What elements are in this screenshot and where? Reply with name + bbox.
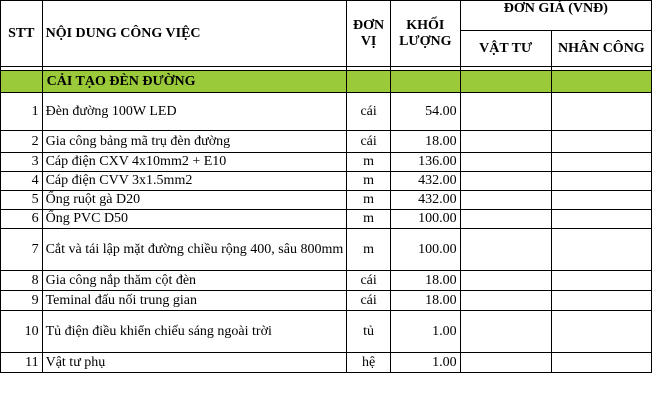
row-unit[interactable]: m xyxy=(347,229,391,271)
row-unit[interactable]: cái xyxy=(347,291,391,311)
section-material-cell[interactable] xyxy=(460,71,551,93)
row-labor-price[interactable] xyxy=(551,93,651,131)
row-unit[interactable]: cái xyxy=(347,271,391,291)
row-stt[interactable]: 3 xyxy=(1,153,43,172)
row-labor-price[interactable] xyxy=(551,271,651,291)
row-unit[interactable]: m xyxy=(347,153,391,172)
row-material-price[interactable] xyxy=(460,291,551,311)
row-description[interactable]: Cáp điện CVV 3x1.5mm2 xyxy=(42,172,347,191)
row-quantity[interactable]: 18.00 xyxy=(390,131,460,153)
row-description[interactable]: Ống PVC D50 xyxy=(42,210,347,229)
header-labor[interactable]: NHÂN CÔNG xyxy=(551,31,651,67)
header-content[interactable]: NỘI DUNG CÔNG VIỆC xyxy=(42,1,347,67)
header-unit[interactable] xyxy=(347,1,391,67)
row-description[interactable]: Cắt và tái lập mặt đường chiều rộng 400, sâu 800mm xyxy=(42,229,347,271)
table-row xyxy=(1,353,652,373)
row-stt[interactable]: 7 xyxy=(1,229,43,271)
row-description[interactable]: Gia công bảng mã trụ đèn đường xyxy=(42,131,347,153)
row-stt[interactable]: 8 xyxy=(1,271,43,291)
section-labor-cell[interactable] xyxy=(551,71,651,93)
row-material-price[interactable] xyxy=(460,271,551,291)
row-unit[interactable]: tủ xyxy=(347,311,391,353)
section-row xyxy=(1,71,652,93)
row-stt[interactable]: 9 xyxy=(1,291,43,311)
header-row-1 xyxy=(1,1,652,31)
table-row xyxy=(1,191,652,210)
row-description[interactable]: Vật tư phụ xyxy=(42,353,347,373)
header-material[interactable]: VẬT TƯ xyxy=(460,31,551,67)
header-qty-line2: LƯỢNG xyxy=(399,33,452,49)
row-stt[interactable]: 6 xyxy=(1,210,43,229)
row-quantity[interactable]: 54.00 xyxy=(390,93,460,131)
section-title[interactable]: CẢI TẠO ĐÈN ĐƯỜNG xyxy=(42,71,347,93)
row-quantity[interactable]: 18.00 xyxy=(390,291,460,311)
row-stt[interactable]: 4 xyxy=(1,172,43,191)
header-stt[interactable]: STT xyxy=(1,1,43,67)
row-material-price[interactable] xyxy=(460,311,551,353)
row-unit[interactable]: m xyxy=(347,172,391,191)
row-unit[interactable]: cái xyxy=(347,131,391,153)
table-row xyxy=(1,311,652,353)
row-labor-price[interactable] xyxy=(551,311,651,353)
row-quantity[interactable]: 136.00 xyxy=(390,153,460,172)
row-unit[interactable]: cái xyxy=(347,93,391,131)
row-material-price[interactable] xyxy=(460,210,551,229)
row-labor-price[interactable] xyxy=(551,353,651,373)
section-qty-cell[interactable] xyxy=(390,71,460,93)
header-unit-line1: ĐƠN xyxy=(353,17,385,33)
table-row xyxy=(1,172,652,191)
row-quantity[interactable]: 1.00 xyxy=(390,311,460,353)
row-material-price[interactable] xyxy=(460,153,551,172)
row-quantity[interactable]: 100.00 xyxy=(390,229,460,271)
row-quantity[interactable]: 18.00 xyxy=(390,271,460,291)
row-stt[interactable]: 1 xyxy=(1,93,43,131)
row-labor-price[interactable] xyxy=(551,153,651,172)
row-description[interactable]: Ống ruột gà D20 xyxy=(42,191,347,210)
table-row xyxy=(1,93,652,131)
section-stt-cell[interactable] xyxy=(1,71,43,93)
row-labor-price[interactable] xyxy=(551,291,651,311)
row-description[interactable]: Cáp điện CXV 4x10mm2 + E10 xyxy=(42,153,347,172)
row-labor-price[interactable] xyxy=(551,229,651,271)
table-row xyxy=(1,131,652,153)
row-description[interactable]: Tủ điện điều khiển chiếu sáng ngoài trời xyxy=(42,311,347,353)
table-row xyxy=(1,291,652,311)
row-material-price[interactable] xyxy=(460,353,551,373)
row-quantity[interactable]: 432.00 xyxy=(390,172,460,191)
header-qty[interactable] xyxy=(390,1,460,67)
row-quantity[interactable]: 432.00 xyxy=(390,191,460,210)
row-description[interactable]: Teminal đấu nối trung gian xyxy=(42,291,347,311)
row-description[interactable]: Đèn đường 100W LED xyxy=(42,93,347,131)
row-stt[interactable]: 11 xyxy=(1,353,43,373)
row-unit[interactable]: hệ xyxy=(347,353,391,373)
row-labor-price[interactable] xyxy=(551,210,651,229)
row-quantity[interactable]: 100.00 xyxy=(390,210,460,229)
row-unit[interactable]: m xyxy=(347,210,391,229)
row-labor-price[interactable] xyxy=(551,191,651,210)
row-labor-price[interactable] xyxy=(551,172,651,191)
table-row xyxy=(1,153,652,172)
row-material-price[interactable] xyxy=(460,191,551,210)
table-row xyxy=(1,229,652,271)
row-stt[interactable]: 10 xyxy=(1,311,43,353)
row-material-price[interactable] xyxy=(460,172,551,191)
header-qty-line1: KHỐI xyxy=(406,17,445,33)
table-row xyxy=(1,210,652,229)
row-quantity[interactable]: 1.00 xyxy=(390,353,460,373)
row-unit[interactable]: m xyxy=(347,191,391,210)
row-material-price[interactable] xyxy=(460,93,551,131)
table-row xyxy=(1,271,652,291)
row-labor-price[interactable] xyxy=(551,131,651,153)
row-material-price[interactable] xyxy=(460,131,551,153)
row-material-price[interactable] xyxy=(460,229,551,271)
header-unit-line2: VỊ xyxy=(360,33,377,49)
row-stt[interactable]: 2 xyxy=(1,131,43,153)
section-unit-cell[interactable] xyxy=(347,71,391,93)
header-unit-price[interactable]: ĐƠN GIÁ (VNĐ) xyxy=(460,1,651,31)
row-stt[interactable]: 5 xyxy=(1,191,43,210)
row-description[interactable]: Gia công nắp thăm cột đèn xyxy=(42,271,347,291)
